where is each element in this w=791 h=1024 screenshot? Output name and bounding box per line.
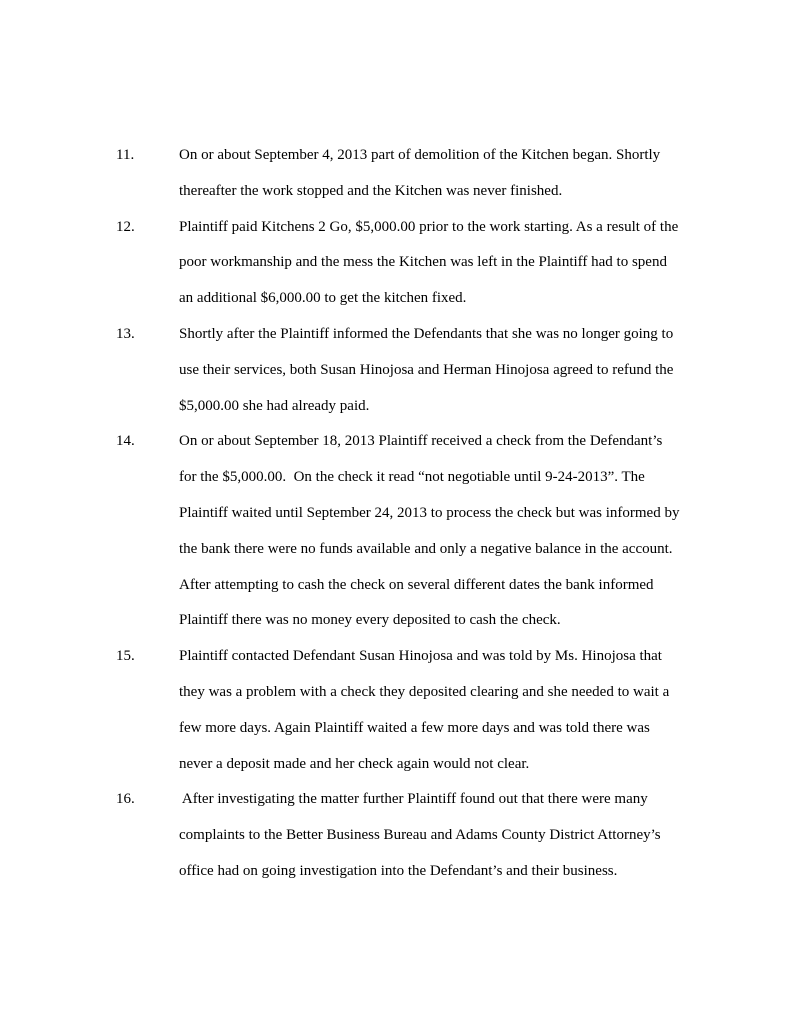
paragraph-line: they was a problem with a check they deposited clearing and she needed to wait a	[179, 683, 670, 700]
paragraph-number: 15.	[116, 648, 135, 665]
paragraph-number: 12.	[116, 218, 135, 235]
paragraph-15	[0, 639, 791, 782]
paragraph-line: poor workmanship and the mess the Kitchen was left in the Plaintiff had to spend	[179, 254, 667, 271]
paragraph-line: thereafter the work stopped and the Kitchen was never finished.	[179, 182, 563, 199]
paragraph-11	[0, 138, 791, 210]
paragraph-line: After investigating the matter further Plaintiff found out that there were many	[179, 791, 648, 808]
paragraph-number: 13.	[116, 325, 135, 342]
paragraph-13	[0, 317, 791, 424]
paragraph-line: complaints to the Better Business Bureau and Adams County District Attorney’s	[179, 827, 661, 844]
paragraph-line: Plaintiff waited until September 24, 2013 to process the check but was informed by	[179, 504, 680, 521]
paragraph-12	[0, 210, 791, 317]
paragraph-line: office had on going investigation into the Defendant’s and their business.	[179, 862, 618, 879]
paragraph-line: Plaintiff contacted Defendant Susan Hinojosa and was told by Ms. Hinojosa that	[179, 648, 662, 665]
paragraph-line: the bank there were no funds available and only a negative balance in the account.	[179, 540, 673, 557]
paragraph-number: 14.	[116, 433, 135, 450]
paragraph-line: an additional $6,000.00 to get the kitchen fixed.	[179, 290, 467, 307]
paragraph-line: After attempting to cash the check on several different dates the bank informed	[179, 576, 654, 593]
paragraph-16	[0, 782, 791, 889]
paragraph-number: 11.	[116, 147, 135, 163]
paragraph-line: use their services, both Susan Hinojosa and Herman Hinojosa agreed to refund the	[179, 361, 674, 378]
paragraph-line: On or about September 18, 2013 Plaintiff received a check from the Defendant’s	[179, 433, 663, 450]
paragraph-line: never a deposit made and her check again would not clear.	[179, 755, 530, 772]
paragraph-line: few more days. Again Plaintiff waited a few more days and was told there was	[179, 719, 650, 736]
paragraph-line: On or about September 4, 2013 part of demolition of the Kitchen began. Shortly	[179, 147, 661, 163]
paragraph-number: 16.	[116, 791, 135, 808]
paragraph-line: Plaintiff there was no money every deposited to cash the check.	[179, 612, 561, 629]
paragraph-line: Plaintiff paid Kitchens 2 Go, $5,000.00 prior to the work starting. As a result of the	[179, 218, 679, 235]
paragraph-line: $5,000.00 she had already paid.	[179, 397, 370, 414]
paragraph-14	[0, 424, 791, 639]
paragraph-line: Shortly after the Plaintiff informed the Defendants that she was no longer going to	[179, 325, 674, 342]
numbered-paragraph-list	[0, 138, 791, 890]
paragraph-line: for the $5,000.00. On the check it read “not negotiable until 9-24-2013”. The	[179, 469, 645, 486]
